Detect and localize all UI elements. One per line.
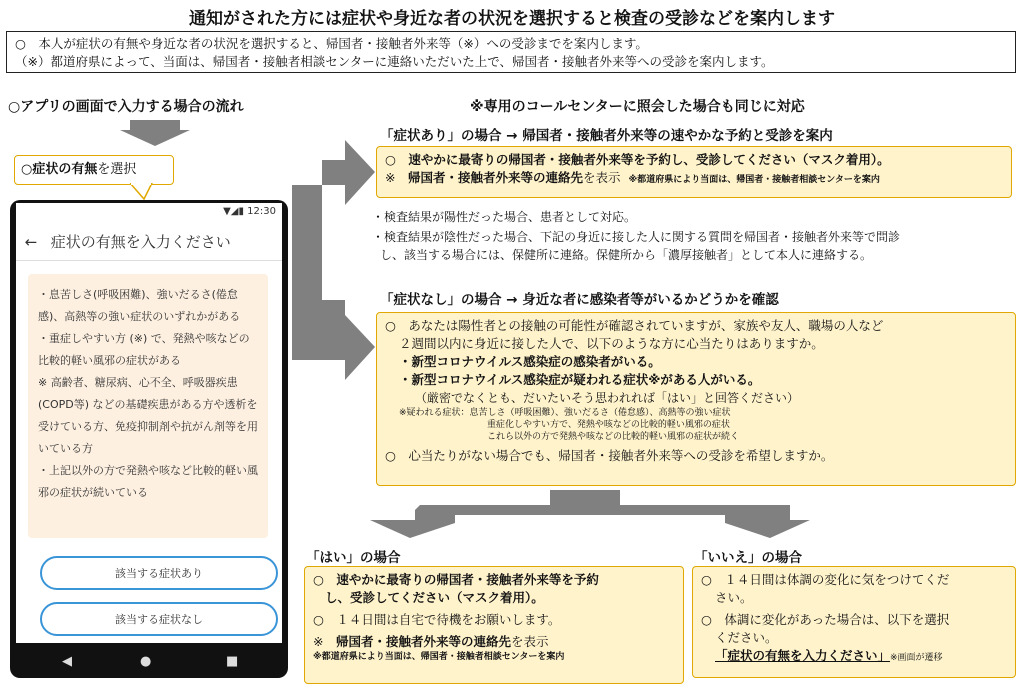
bullet-positive: ・検査結果が陽性だった場合、患者として対応。 (372, 210, 637, 224)
bubble-tail (130, 183, 154, 201)
app-bar-title: 症状の有無を入力ください (50, 233, 231, 251)
left-heading: ○アプリの画面で入力する場合の流れ (8, 99, 244, 115)
nav-recent-icon[interactable]: ■ (226, 654, 239, 669)
arrow-split-right (550, 505, 810, 538)
right-heading: ※専用のコールセンターに照会した場合も同じに対応 (470, 99, 805, 115)
nav-back-icon[interactable]: ◀ (62, 654, 72, 669)
link-note: ※画面が遷移 (890, 653, 943, 663)
bubble-bold: 症状の有無 (32, 162, 98, 177)
with-symptoms-heading: 「症状あり」の場合 → 帰国者・接触者外来等の速やかな予約と受診を案内 (380, 128, 833, 144)
yes-case-heading: 「はい」の場合 (306, 550, 401, 566)
arrow-down-left (120, 120, 190, 146)
has-symptoms-button[interactable]: 該当する症状あり (40, 556, 278, 590)
susp-line-2: 重症化しやすい方で、発熱や咳などの比較的軽い風邪の症状 (487, 420, 730, 430)
arrow-stem (292, 185, 322, 300)
no-line-2b: ください。 (715, 630, 778, 645)
back-arrow-icon[interactable]: ← (24, 233, 38, 251)
with-symptoms-box (376, 146, 1012, 198)
no-case-heading: 「いいえ」の場合 (694, 550, 802, 566)
symptom-item: ・重症しやすい方 (※) で、発熱や咳などの比較的軽い風邪の症状がある (38, 332, 250, 367)
symptom-card (28, 274, 268, 538)
symptom-item: ・上記以外の方で発熱や咳など比較的軽い風邪の症状が続いている (38, 464, 258, 499)
bubble-prefix: ○ (21, 162, 33, 177)
no-line-2: ○ 体調に変化があった場合は、以下を選択 (701, 612, 950, 627)
status-time: 12:30 (247, 206, 276, 217)
q2-line: ○ 心当たりがない場合でも、帰国者・接触者外来等への受診を希望しますか。 (385, 448, 834, 463)
yes-line-1: ○ 速やかに最寄りの帰国者・接触者外来等を予約 (313, 572, 599, 587)
yes-line-3-prefix: ※ (313, 634, 336, 649)
yes-line-3-bold: 帰国者・接触者外来等の連絡先 (335, 634, 511, 649)
yes-line-4: ※都道府県により当面は、帰国者・接触者相談センターを案内 (313, 652, 565, 662)
symptom-input-link[interactable]: 「症状の有無を入力ください」 (715, 648, 891, 663)
notice-line-1: ○ 本人が症状の有無や身近な者の状況を選択すると、帰国者・接触者外来等（※）への受診までを案内します。 (15, 36, 648, 51)
q1-line-a: ○ あなたは陽性者との接触の可能性が確認されていますが、家族や友人、職場の人など (385, 318, 884, 333)
ws-prefix2: ※ (385, 170, 408, 185)
notice-line-2: （※）都道府県によって、当面は、帰国者・接触者相談センターに連絡いただいた上で、帰国者・接触者外来等への受診を案内します。 (15, 54, 774, 69)
symptom-item: ・息苦しさ(呼吸困難)、強いだるさ(倦怠感)、高熱等の強い症状のいずれかがある (38, 288, 241, 323)
android-nav-bar (16, 650, 282, 676)
arrow-right-upper (322, 140, 375, 205)
yes-line-3-suffix: を表示 (511, 634, 549, 649)
bullet-negative-a: ・検査結果が陰性だった場合、下記の身近に接した人に関する質問を帰国者・接触者外来等で問診 (372, 230, 901, 244)
nav-home-icon[interactable]: ● (140, 654, 152, 669)
without-symptoms-box (376, 312, 1016, 486)
bullet-negative-b: し、該当する場合には、保健所に連絡。保健所から「濃厚接触者」として本人に連絡する。 (380, 248, 873, 262)
yes-line-2: ○ １４日間は自宅で待機をお願いします。 (313, 612, 561, 627)
select-symptoms-bubble (14, 155, 174, 185)
without-symptoms-heading: 「症状なし」の場合 → 身近な者に感染者等がいるかどうかを確認 (380, 292, 779, 308)
page-title: 通知がされた方には症状や身近な者の状況を選択すると検査の受診などを案内します (189, 9, 835, 29)
app-bar (16, 224, 282, 261)
bubble-suffix: を選択 (97, 162, 137, 177)
item-suspected: ・新型コロナウイルス感染症が疑われる症状※がある人がいる。 (399, 372, 761, 387)
status-bar (16, 203, 282, 221)
q1-line-b: ２週間以内に身近に接した人で、以下のような方に心当たりはありますか。 (399, 336, 824, 351)
yes-line-1b: し、受診してください（マスク着用）。 (325, 590, 544, 605)
ws-line2-bold: 帰国者・接触者外来等の連絡先 (407, 170, 583, 185)
no-case-box (692, 566, 1016, 678)
ws-line2-note: ※都道府県により当面は、帰国者・接触者相談センターを案内 (628, 175, 880, 185)
no-line-1b: さい。 (715, 590, 753, 605)
susp-line-1: ※疑われる症状：息苦しさ（呼吸困難）、強いだるさ（倦怠感）、高熱等の強い症状 (399, 408, 731, 418)
symptom-item: ※ 高齢者、糖尿病、心不全、呼吸器疾患(COPD等) などの基礎疾患がある方や透析を受けている方、免疫抑制剤や抗がん剤等を用いている方 (38, 376, 258, 455)
susp-line-3: これら以外の方で発熱や咳などの比較的軽い風邪の症状が続く (487, 432, 740, 442)
status-icons: ▼◢▮ (223, 206, 244, 217)
ws-line1: 速やかに最寄りの帰国者・接触者外来等を予約し、受診してください（マスク着用）。 (408, 152, 890, 167)
ws-prefix: ○ (385, 152, 409, 167)
ws-line2-mid: を表示 (583, 170, 621, 185)
item-infected: ・新型コロナウイルス感染症の感染者がいる。 (399, 354, 661, 369)
arrow-right-lower (292, 300, 375, 380)
no-line-1: ○ １４日間は体調の変化に気をつけてくだ (701, 572, 950, 587)
no-symptoms-button[interactable]: 該当する症状なし (40, 602, 278, 636)
item-suspected-note: （厳密でなくとも、だいたいそう思われれば「はい」と回答ください） (415, 391, 800, 405)
yes-case-box (304, 566, 684, 684)
